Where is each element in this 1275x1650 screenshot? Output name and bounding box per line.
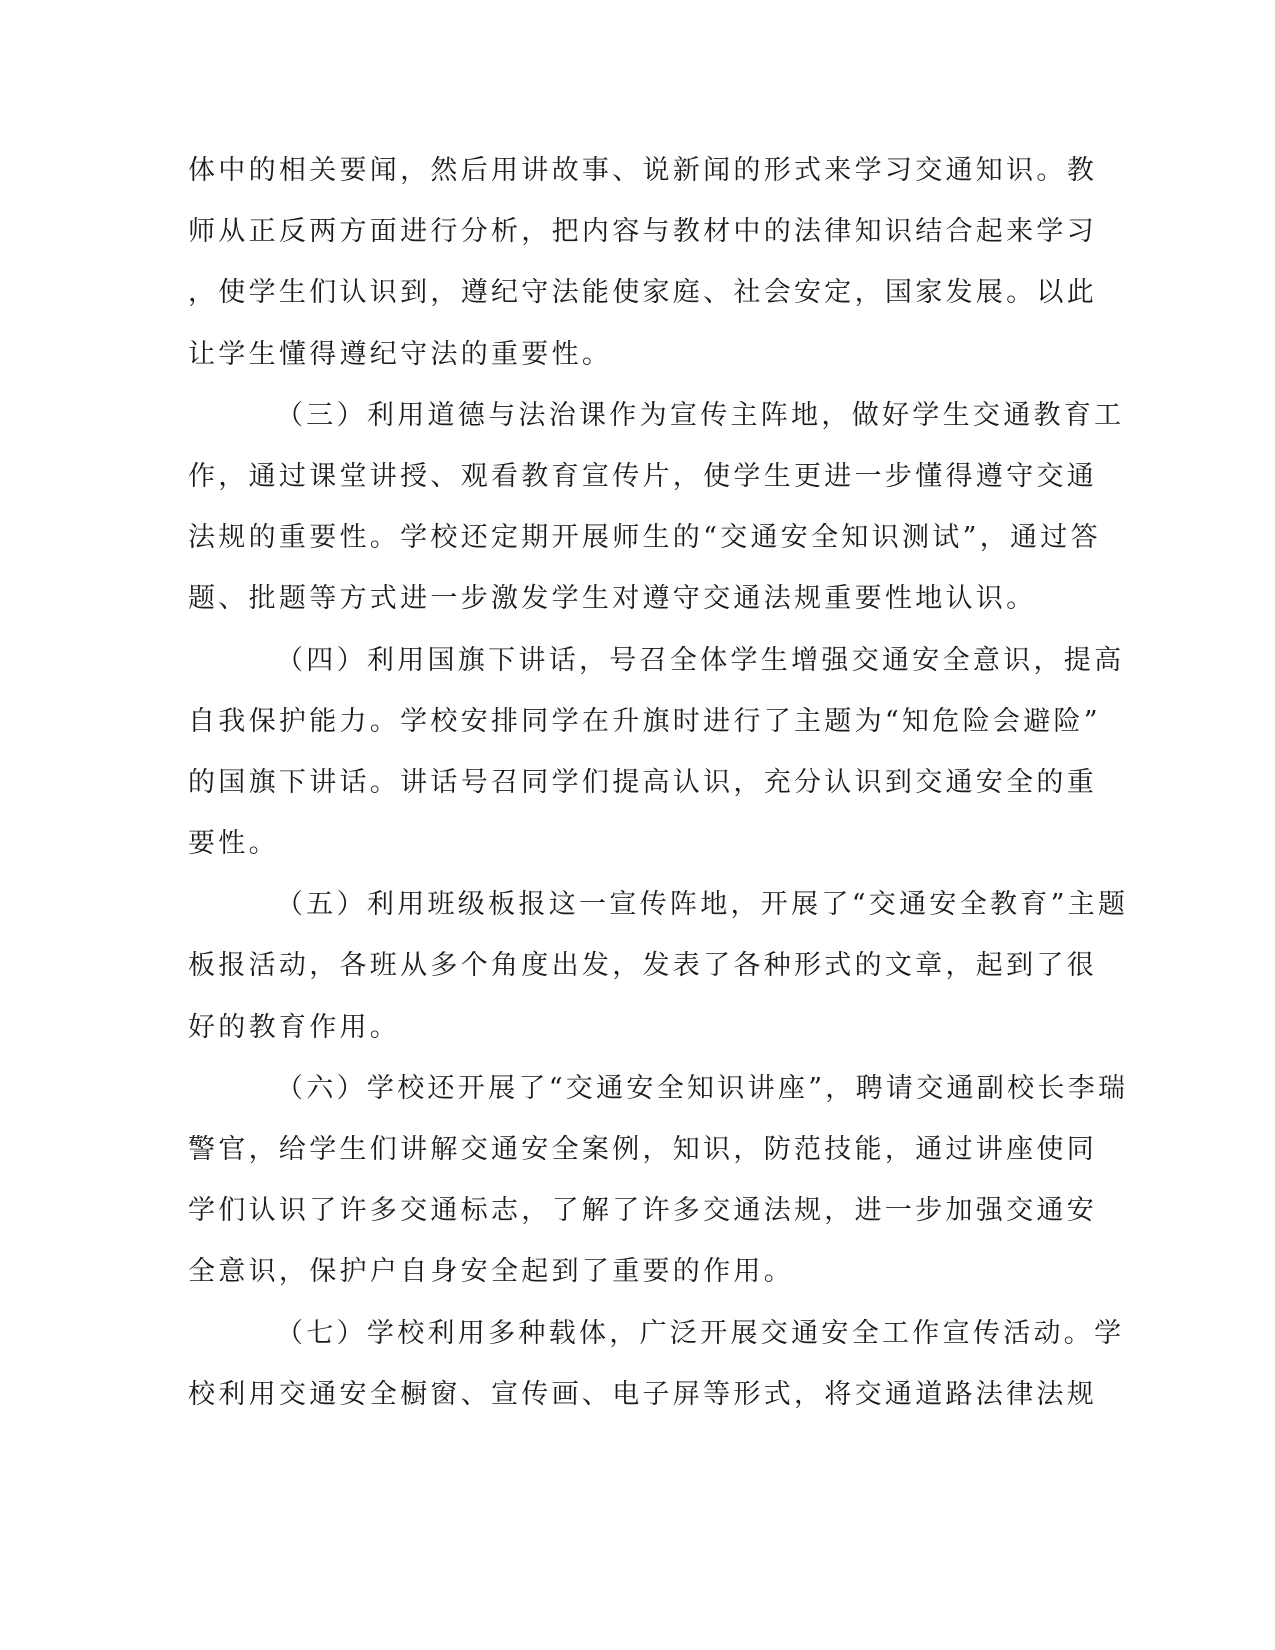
body-line: 作，通过课堂讲授、观看教育宣传片，使学生更进一步懂得遵守交通 xyxy=(188,460,1097,492)
body-line: 要性。 xyxy=(188,828,279,860)
paragraph-four-start: （四）利用国旗下讲话，号召全体学生增强交通安全意识，提高 xyxy=(276,644,1125,676)
body-line: 体中的相关要闻，然后用讲故事、说新闻的形式来学习交通知识。教 xyxy=(188,155,1097,186)
paragraph-six-start: （六）学校还开展了“交通安全知识讲座”，聘请交通副校长李瑞 xyxy=(276,1072,1129,1104)
body-line: 自我保护能力。学校安排同学在升旗时进行了主题为“知危险会避险” xyxy=(188,705,1101,737)
body-line: 师从正反两方面进行分析，把内容与教材中的法律知识结合起来学习 xyxy=(188,216,1097,248)
body-line: 好的教育作用。 xyxy=(188,1011,401,1043)
body-line: 板报活动，各班从多个角度出发，发表了各种形式的文章，起到了很 xyxy=(188,950,1097,982)
body-line: 题、批题等方式进一步激发学生对遵守交通法规重要性地认识。 xyxy=(188,583,1037,615)
body-line: ，使学生们认识到，遵纪守法能使家庭、社会安定，国家发展。以此 xyxy=(188,277,1097,309)
body-line: 学们认识了许多交通标志，了解了许多交通法规，进一步加强交通安 xyxy=(188,1195,1097,1227)
paragraph-seven-start: （七）学校利用多种载体，广泛开展交通安全工作宣传活动。学 xyxy=(276,1317,1125,1349)
body-line: 全意识，保护户自身安全起到了重要的作用。 xyxy=(188,1256,794,1288)
body-line: 校利用交通安全橱窗、宣传画、电子屏等形式，将交通道路法律法规 xyxy=(188,1378,1097,1410)
body-line: 的国旗下讲话。讲话号召同学们提高认识，充分认识到交通安全的重 xyxy=(188,766,1097,798)
body-line: 法规的重要性。学校还定期开展师生的“交通安全知识测试”，通过答 xyxy=(188,522,1101,554)
paragraph-three-start: （三）利用道德与法治课作为宣传主阵地，做好学生交通教育工 xyxy=(276,399,1125,431)
document-body xyxy=(188,140,1129,1425)
body-line: 警官，给学生们讲解交通安全案例，知识，防范技能，通过讲座使同 xyxy=(188,1134,1097,1165)
body-line: 让学生懂得遵纪守法的重要性。 xyxy=(188,338,613,370)
paragraph-five-start: （五）利用班级板报这一宣传阵地，开展了“交通安全教育”主题 xyxy=(276,889,1129,921)
